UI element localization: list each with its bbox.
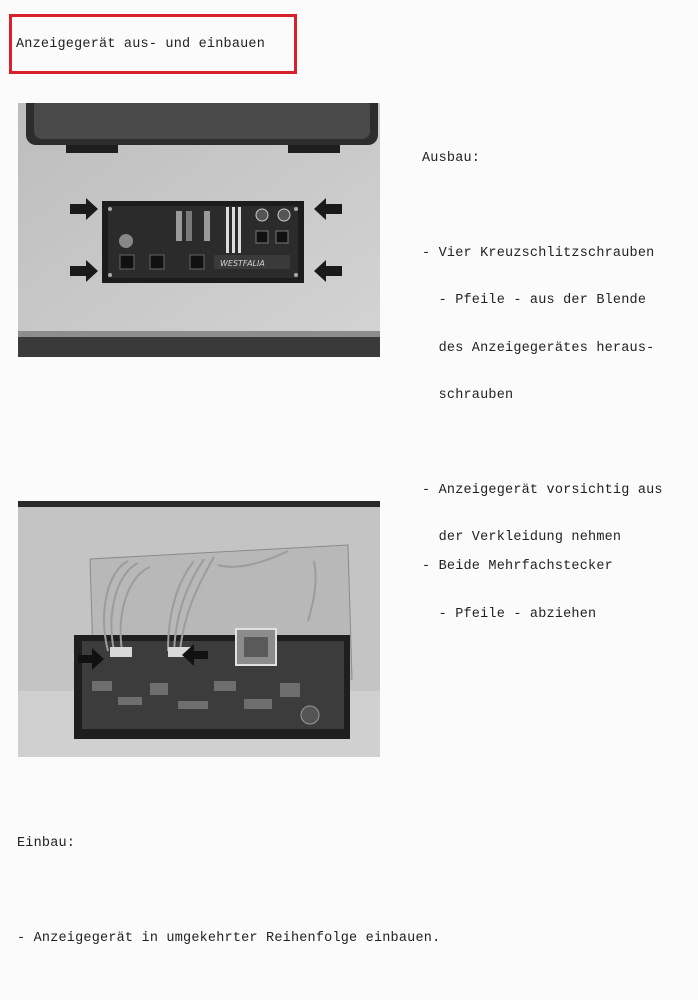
stecker-line1: - Beide Mehrfachstecker	[422, 559, 613, 574]
ausbau-block	[422, 119, 663, 562]
ausbau-heading: Ausbau:	[422, 151, 481, 166]
page-title: Anzeigegerät aus- und einbauen	[16, 37, 266, 52]
photo-circuit-board	[18, 501, 380, 757]
ausbau-step1-line4: schrauben	[422, 388, 514, 403]
title-highlight-box	[9, 14, 297, 74]
stecker-block	[422, 527, 613, 638]
ausbau-step1-line1: - Vier Kreuzschlitzschrauben	[422, 245, 655, 261]
ausbau-step2-line2: der Verkleidung nehmen	[422, 530, 622, 545]
einbau-heading: Einbau:	[17, 836, 76, 851]
panel-brand-label: WESTFALIA	[220, 259, 265, 268]
ausbau-step1-line3: des Anzeigegerätes heraus-	[422, 340, 655, 356]
einbau-block	[17, 804, 440, 962]
ausbau-step1-line2: - Pfeile - aus der Blende	[422, 293, 647, 308]
einbau-step: - Anzeigegerät in umgekehrter Reihenfolge einbauen.	[17, 930, 441, 946]
photo-display-panel	[18, 103, 380, 357]
ausbau-step2-line1: - Anzeigegerät vorsichtig aus	[422, 482, 663, 498]
stecker-line2: - Pfeile - abziehen	[422, 606, 597, 622]
